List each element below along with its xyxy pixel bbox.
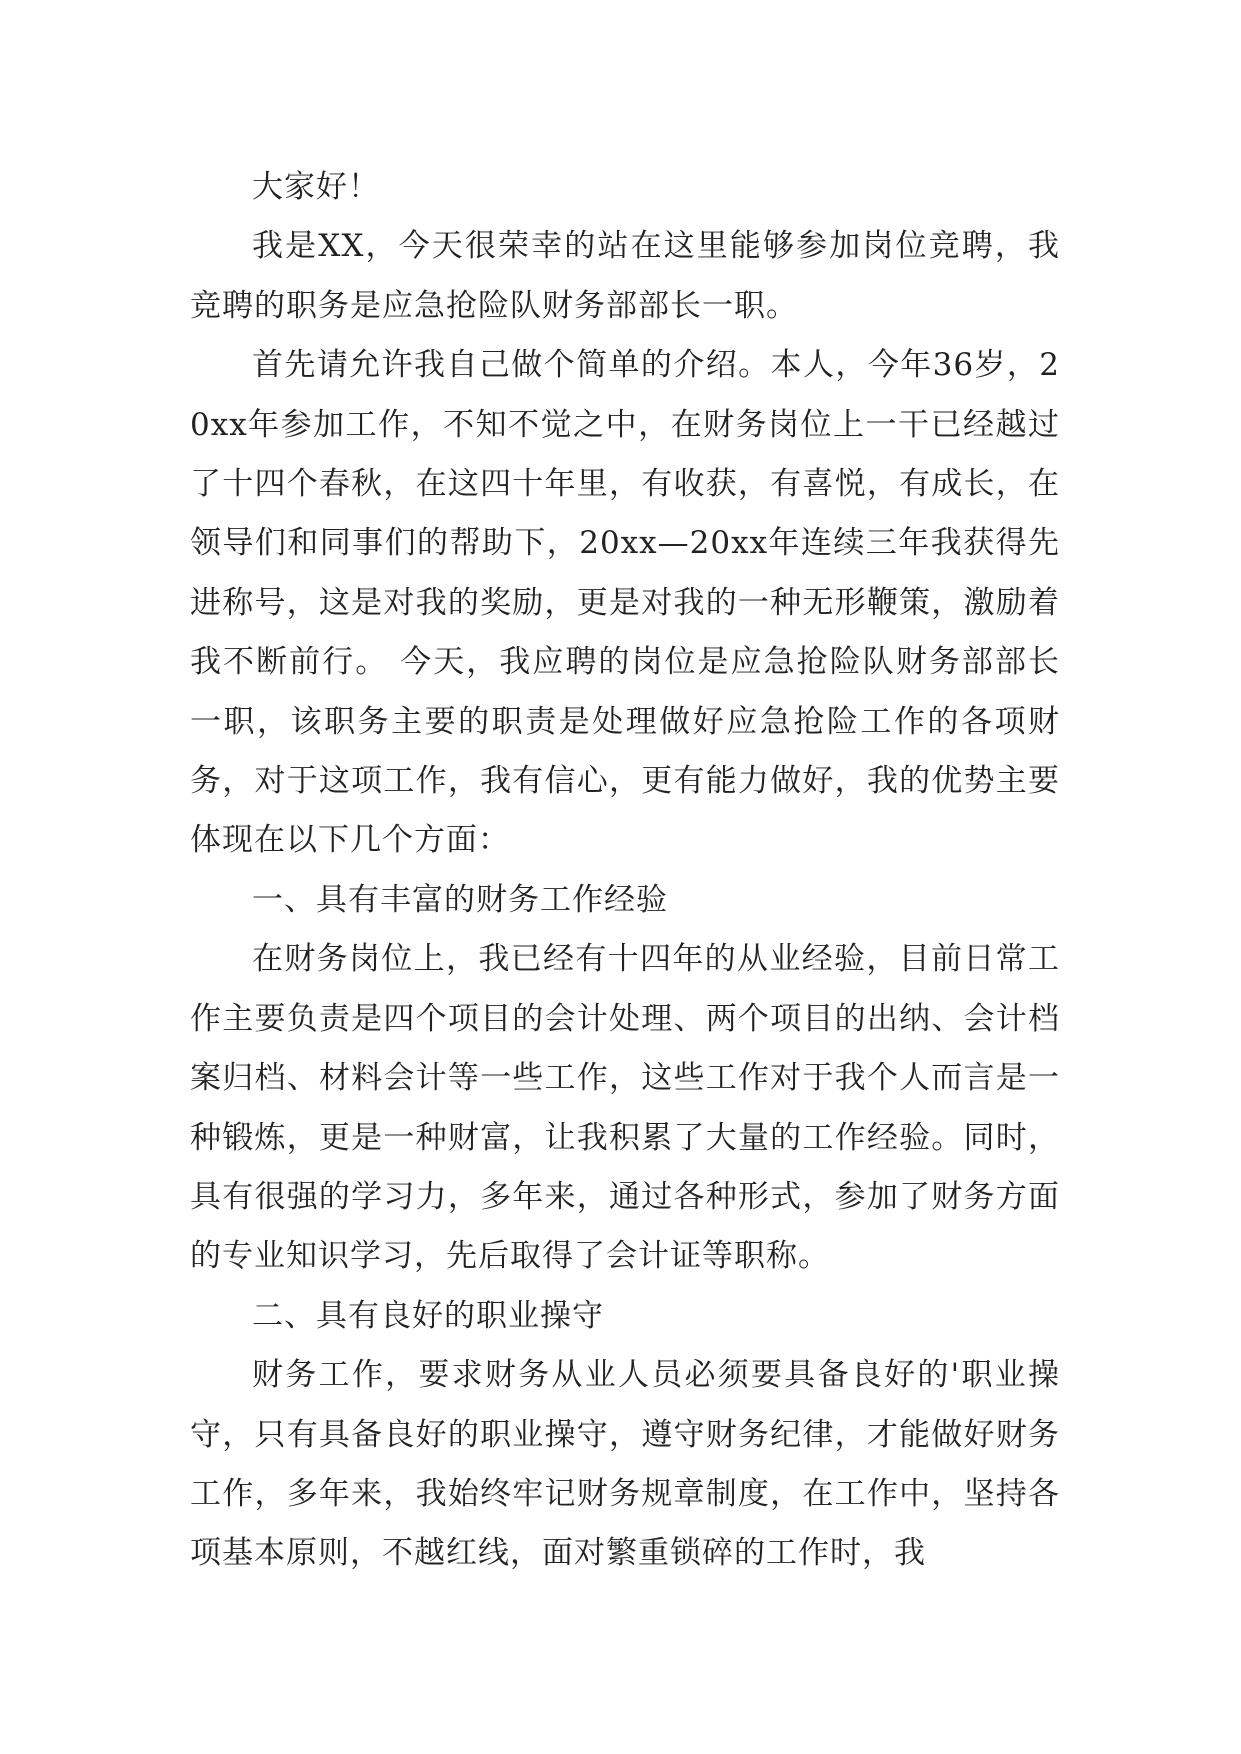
ethics-paragraph: 财务工作，要求财务从业人员必须要具备良好的'职业操守，只有具备良好的职业操守，遵守财务纪律，才能做好财务工作，多年来，我始终牢记财务规章制度，在工作中，坚持各项基本原则，不越红线，面对繁重锁碎的工作时，我 xyxy=(190,1357,1060,1572)
greeting-paragraph: 大家好！ xyxy=(252,169,380,205)
section-heading-experience: 一、具有丰富的财务工作经验 xyxy=(252,881,668,918)
introduction-paragraph: 我是XX，今天很荣幸的站在这里能够参加岗位竞聘，我竞聘的职务是应急抢险队财务部部长一职。 xyxy=(190,228,1060,324)
section-heading-ethics: 二、具有良好的职业操守 xyxy=(252,1297,604,1334)
document-body xyxy=(190,158,1060,1584)
self-introduction-paragraph: 首先请允许我自己做个简单的介绍。本人，今年36岁，20xx年参加工作，不知不觉之中，在财务岗位上一干已经越过了十四个春秋，在这四十年里，有收获，有喜悦，有成长，在领导们和同事们的帮助下，20xx—20xx年连续三年我获得先进称号，这是对我的奖励，更是对我的一种无形鞭策，激励着我不断前行。 今天，我应聘的岗位是应急抢险队财务部部长一职，该职务主要的职责是处理做好应急抢险工作的各项财务，对于这项工作，我有信心，更有能力做好，我的优势主要体现在以下几个方面： xyxy=(190,347,1060,859)
experience-paragraph: 在财务岗位上，我已经有十四年的从业经验，目前日常工作主要负责是四个项目的会计处理、两个项目的出纳、会计档案归档、材料会计等一些工作，这些工作对于我个人而言是一种锻炼，更是一种财富，让我积累了大量的工作经验。同时，具有很强的学习力，多年来，通过各种形式，参加了财务方面的专业知识学习，先后取得了会计证等职称。 xyxy=(190,941,1060,1275)
